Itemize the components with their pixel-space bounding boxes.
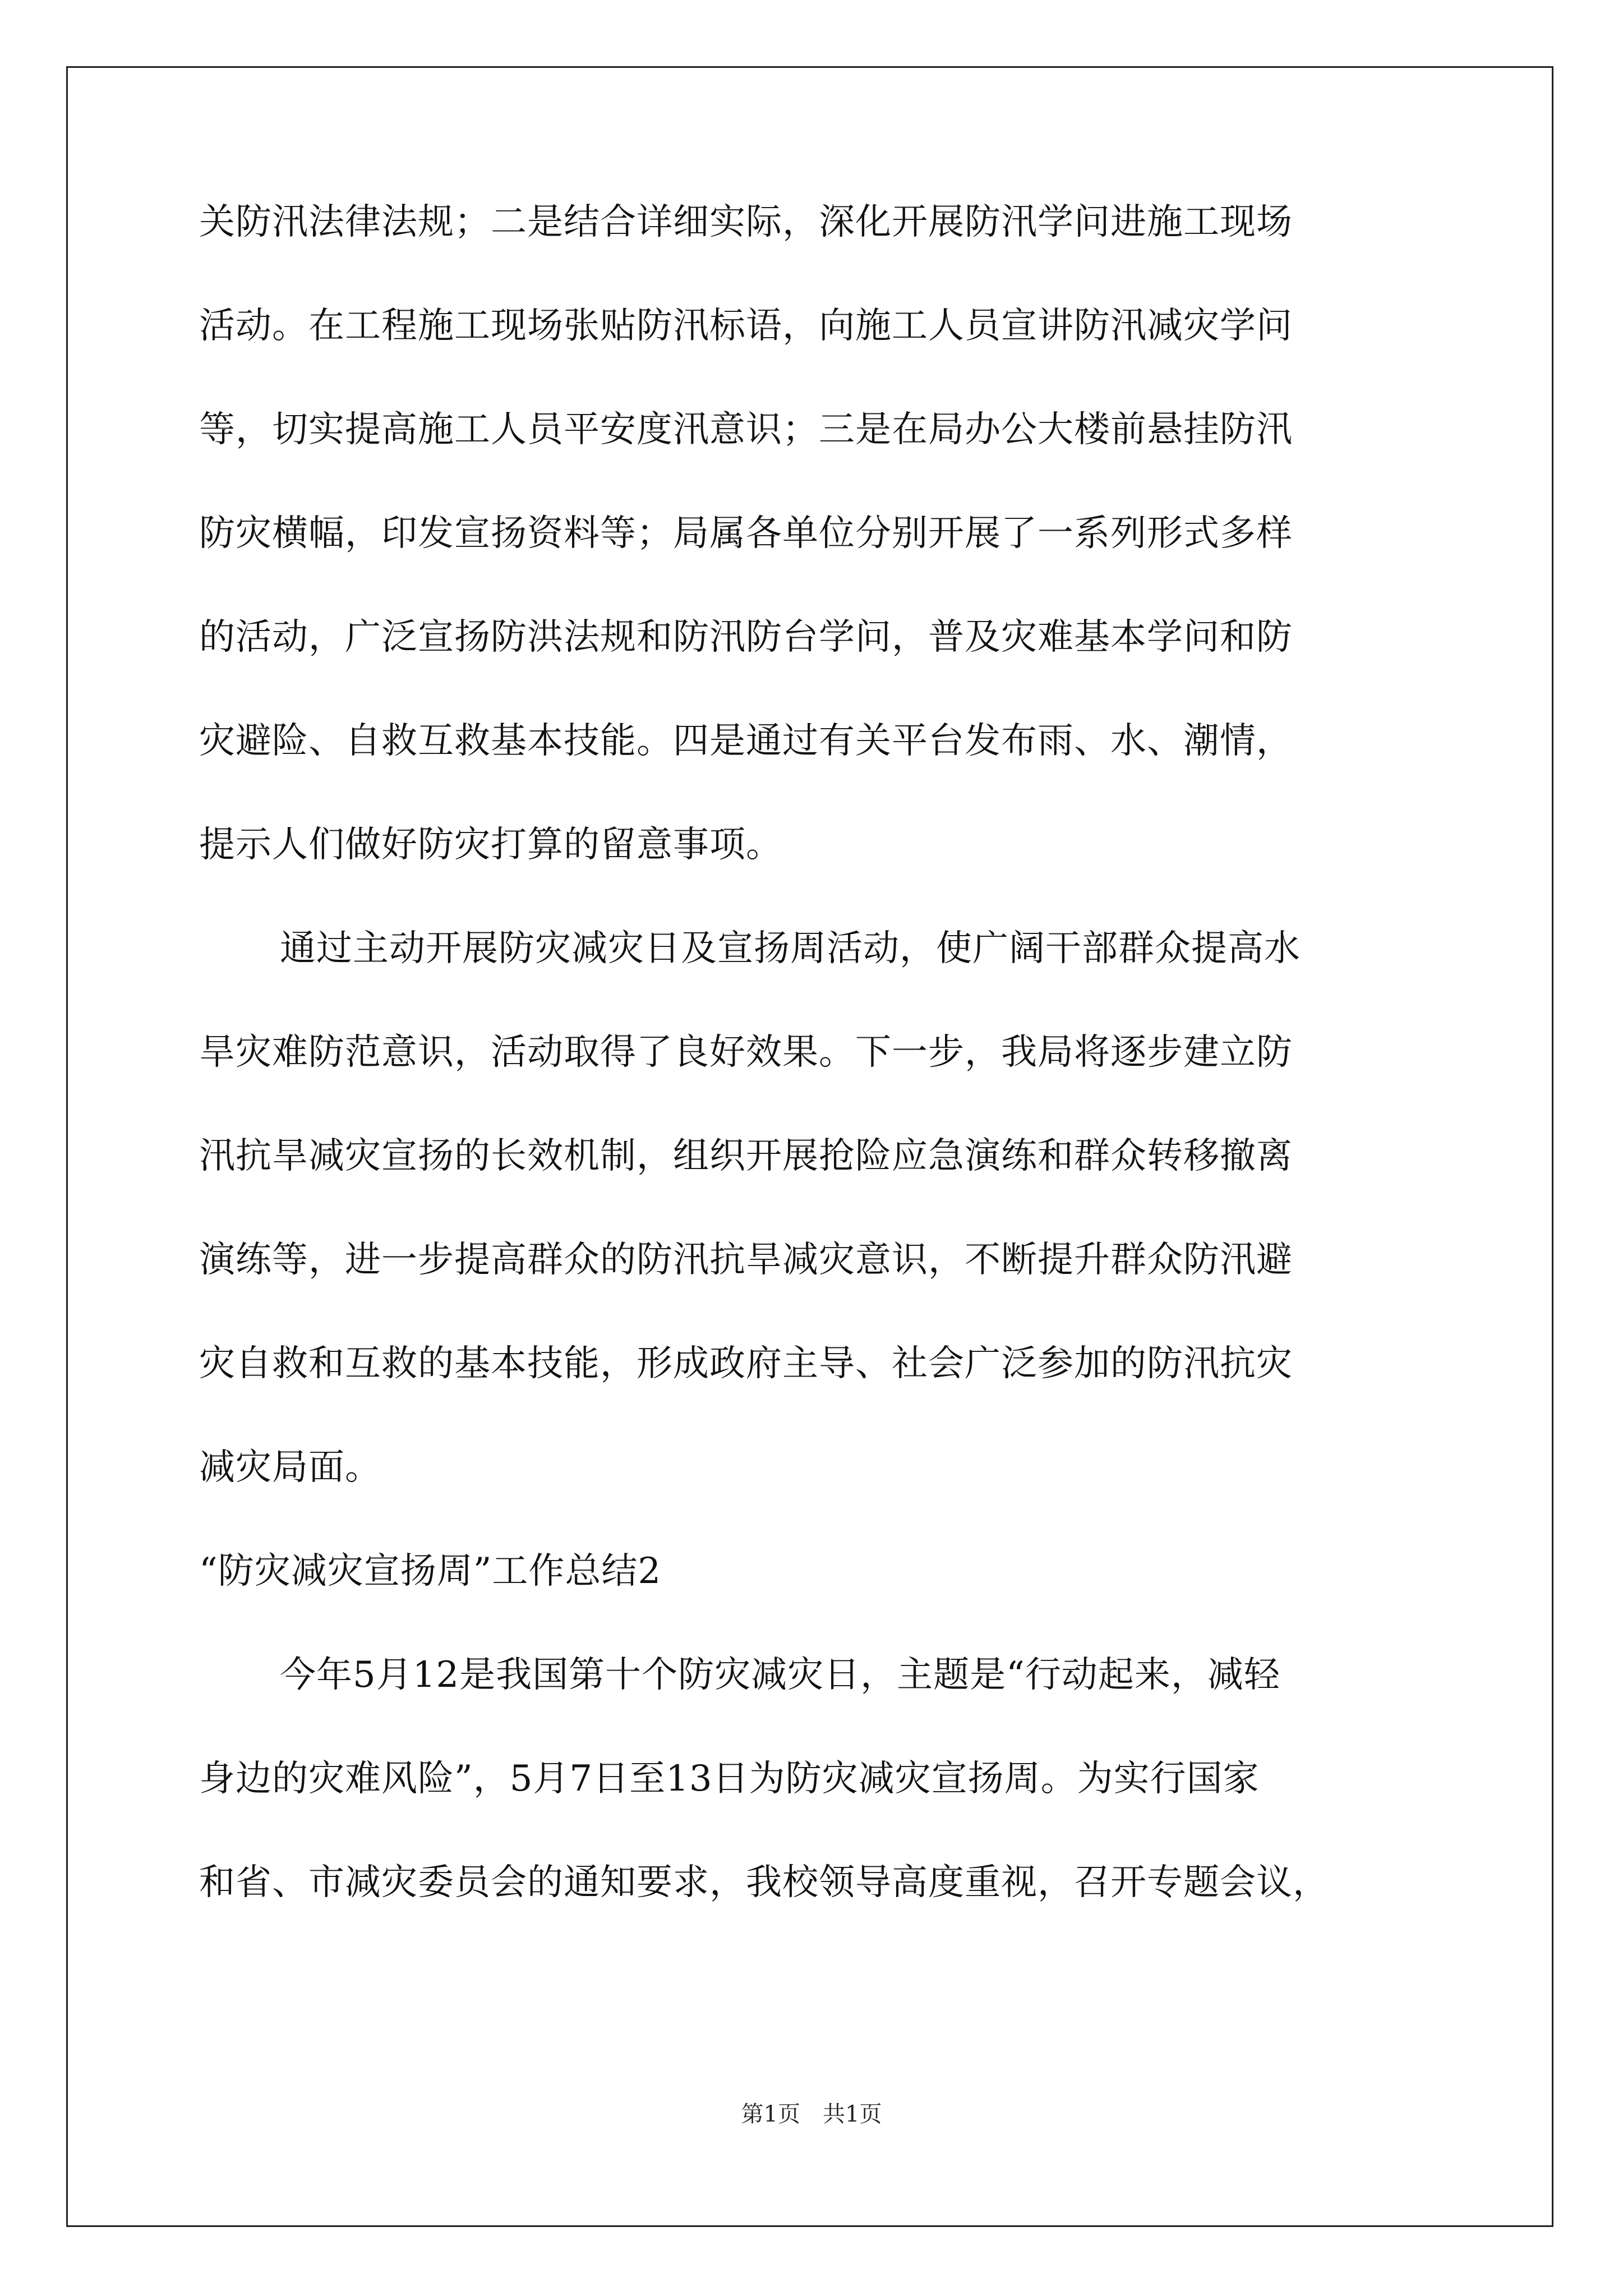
text-line: 旱灾难防范意识，活动取得了良好效果。下一步，我局将逐步建立防	[199, 1032, 1293, 1073]
text-line: 灾避险、自救互救基本技能。四是通过有关平台发布雨、水、潮情，	[199, 720, 1293, 762]
page-footer: 第1页 共1页	[741, 2101, 882, 2127]
section-heading: “防灾减灾宣扬周”工作总结2	[199, 1550, 662, 1592]
text-line: 提示人们做好防灾打算的留意事项。	[199, 824, 782, 866]
text-line: 身边的灾难风险”，5月7日至13日为防灾减灾宣扬周。为实行国家	[199, 1758, 1260, 1800]
text-line: 关防汛法律法规；二是结合详细实际，深化开展防汛学问进施工现场	[199, 201, 1293, 243]
text-line: 的活动，广泛宣扬防洪法规和防汛防台学问，普及灾难基本学问和防	[199, 616, 1293, 658]
document-body	[199, 202, 1433, 1966]
text-line: 演练等，进一步提高群众的防汛抗旱减灾意识，不断提升群众防汛避	[199, 1239, 1293, 1281]
text-line: 灾自救和互救的基本技能，形成政府主导、社会广泛参加的防汛抗灾	[199, 1343, 1293, 1384]
paragraph-start-line: 今年5月12是我国第十个防灾减灾日，主题是“行动起来，减轻	[280, 1654, 1280, 1696]
text-line: 活动。在工程施工现场张贴防汛标语，向施工人员宣讲防汛减灾学问	[199, 305, 1293, 347]
text-line: 防灾横幅，印发宣扬资料等；局属各单位分别开展了一系列形式多样	[199, 513, 1293, 554]
text-line: 汛抗旱减灾宣扬的长效机制，组织开展抢险应急演练和群众转移撤离	[199, 1135, 1293, 1177]
paragraph-start-line: 通过主动开展防灾减灾日及宣扬周活动，使广阔干部群众提高水	[280, 928, 1301, 969]
text-line: 和省、市减灾委员会的通知要求，我校领导高度重视，召开专题会议，	[199, 1862, 1329, 1903]
text-line: 等，切实提高施工人员平安度汛意识；三是在局办公大楼前悬挂防汛	[199, 409, 1293, 450]
text-line: 减灾局面。	[199, 1447, 381, 1488]
